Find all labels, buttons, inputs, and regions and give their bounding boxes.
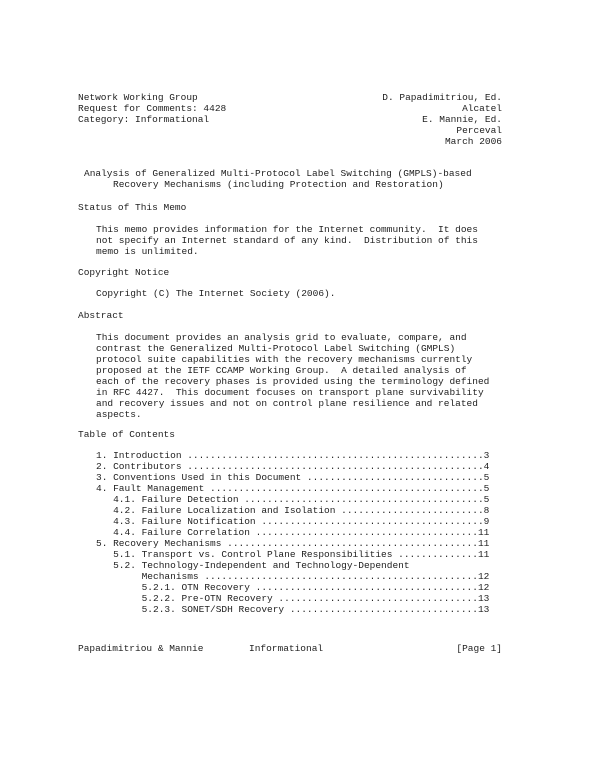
toc-entry[interactable]: 5.1. Transport vs. Control Plane Responsibilities ..............11	[96, 549, 490, 560]
header-author-2: E. Mannie, Ed.	[422, 114, 502, 125]
toc-entry[interactable]: 5.2.3. SONET/SDH Recovery .................................13	[96, 604, 490, 615]
toc-entry[interactable]: 4. Fault Management ................................................5	[96, 483, 490, 494]
toc-entry[interactable]: Mechanisms ................................................12	[96, 571, 490, 582]
header-category: Category: Informational	[78, 114, 210, 125]
footer-category: Informational	[249, 643, 324, 654]
copyright-body: Copyright (C) The Internet Society (2006).	[96, 288, 336, 299]
header-rfc-number: Request for Comments: 4428	[78, 103, 227, 114]
abstract-body-line: each of the recovery phases is provided using the terminology defined	[96, 376, 490, 387]
header-author-1: D. Papadimitriou, Ed.	[382, 92, 502, 103]
toc-entry[interactable]: 4.4. Failure Correlation .......................................11	[96, 527, 490, 538]
toc-entry[interactable]: 5.2. Technology-Independent and Technology-Dependent	[96, 560, 410, 571]
toc-entry[interactable]: 2. Contributors ....................................................4	[96, 461, 490, 472]
status-body-line: not specify an Internet standard of any kind. Distribution of this	[96, 235, 478, 246]
toc-entry[interactable]: 5.2.1. OTN Recovery .......................................12	[96, 582, 490, 593]
header-working-group: Network Working Group	[78, 92, 198, 103]
abstract-body-line: and recovery issues and not on control plane resilience and related	[96, 398, 478, 409]
footer-authors: Papadimitriou & Mannie	[78, 643, 204, 654]
header-affiliation-1: Alcatel	[462, 103, 502, 114]
toc-heading: Table of Contents	[78, 429, 175, 440]
abstract-body-line: This document provides an analysis grid to evaluate, compare, and	[96, 332, 467, 343]
toc-entry[interactable]: 4.3. Failure Notification .......................................9	[96, 516, 490, 527]
abstract-body-line: proposed at the IETF CCAMP Working Group. A detailed analysis of	[96, 365, 467, 376]
abstract-body-line: aspects.	[96, 409, 142, 420]
toc-entry[interactable]: 5. Recovery Mechanisms ............................................11	[96, 538, 490, 549]
header-date: March 2006	[444, 136, 502, 147]
toc-entry[interactable]: 1. Introduction ....................................................3	[96, 450, 490, 461]
abstract-body-line: contrast the Generalized Multi-Protocol Label Switching (GMPLS)	[96, 343, 456, 354]
toc-entry[interactable]: 5.2.2. Pre-OTN Recovery ...................................13	[96, 593, 490, 604]
abstract-body-line: in RFC 4427. This document focuses on transport plane survivability	[96, 387, 484, 398]
abstract-body-line: protocol suite capabilities with the recovery mechanisms currently	[96, 354, 473, 365]
toc-entry[interactable]: 3. Conventions Used in this Document ...............................5	[96, 472, 490, 483]
status-body-line: memo is unlimited.	[96, 246, 199, 257]
toc-entry[interactable]: 4.2. Failure Localization and Isolation .........................8	[96, 505, 490, 516]
toc-entry[interactable]: 4.1. Failure Detection ..........................................5	[96, 494, 490, 505]
status-body-line: This memo provides information for the Internet community. It does	[96, 224, 478, 235]
footer-page-number: [Page 1]	[456, 643, 502, 654]
document-title-line-2: Recovery Mechanisms (including Protection and Restoration)	[113, 179, 444, 190]
copyright-heading: Copyright Notice	[78, 267, 170, 278]
abstract-heading: Abstract	[78, 310, 124, 321]
document-title-line-1: Analysis of Generalized Multi-Protocol Label Switching (GMPLS)-based	[84, 168, 472, 179]
header-affiliation-2: Perceval	[456, 125, 502, 136]
status-heading: Status of This Memo	[78, 202, 187, 213]
